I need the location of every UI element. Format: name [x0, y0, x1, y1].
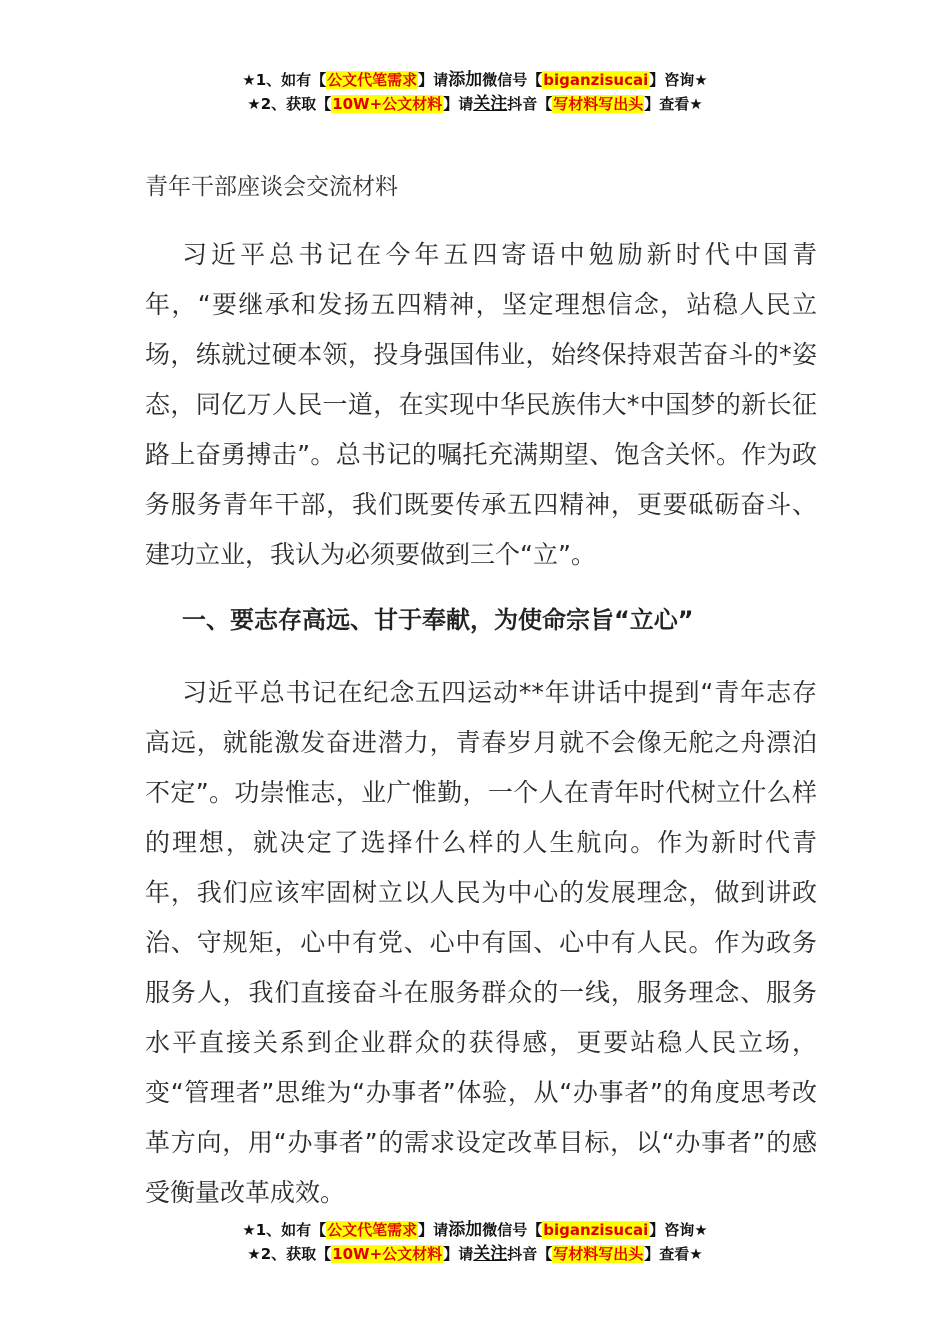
promo-text: 】咨询★ [649, 1221, 708, 1239]
promo-line-1 [0, 1218, 950, 1242]
promo-highlight-wechat-id: biganzisucai [543, 1221, 649, 1239]
promo-text: 】请 [443, 95, 474, 113]
promo-text: ★1、如有【 [242, 71, 327, 89]
promo-highlight-douyin: 写材料写出头 [553, 95, 644, 113]
promo-highlight-douyin: 写材料写出头 [553, 1245, 644, 1263]
promo-text: 】查看★ [644, 1245, 703, 1263]
promo-emphasis: 关注 [473, 1244, 508, 1264]
promo-text: 】查看★ [644, 95, 703, 113]
promo-line-2 [0, 1242, 950, 1266]
promo-text: 微信号【 [482, 71, 543, 89]
promo-text: 抖音【 [507, 95, 553, 113]
promo-text: ★2、获取【 [247, 1245, 332, 1263]
promo-highlight: 公文代笔需求 [327, 1221, 418, 1239]
promo-emphasis: 关注 [473, 94, 508, 114]
promo-banner-top [0, 68, 950, 116]
promo-line-1 [0, 68, 950, 92]
promo-highlight-wechat-id: biganzisucai [543, 71, 649, 89]
promo-line-2 [0, 92, 950, 116]
promo-emphasis: 添加 [448, 70, 483, 90]
promo-text: 】请 [443, 1245, 474, 1263]
document-title: 青年干部座谈会交流材料 [145, 174, 398, 200]
promo-text: ★2、获取【 [247, 95, 332, 113]
promo-highlight: 10W+公文材料 [332, 95, 443, 113]
body-paragraph-1: 习近平总书记在今年五四寄语中勉励新时代中国青年，“要继承和发扬五四精神，坚定理想信念，站稳人民立场，练就过硬本领，投身强国伟业，始终保持艰苦奋斗的*姿态，同亿万人民一道，在实现中华民族伟大*中国梦的新长征路上奋勇搏击”。总书记的嘱托充满期望、饱含关怀。作为政务服务青年干部，我们既要传承五四精神，更要砥砺奋斗、建功立业，我认为必须要做到三个“立”。 [145, 240, 817, 569]
promo-text: 抖音【 [507, 1245, 553, 1263]
promo-text: 微信号【 [482, 1221, 543, 1239]
promo-text: 】咨询★ [649, 71, 708, 89]
section-heading: 一、要志存高远、甘于奉献，为使命宗旨“立心” [182, 606, 694, 634]
promo-highlight: 公文代笔需求 [327, 71, 418, 89]
promo-text: 】请 [418, 1221, 449, 1239]
promo-banner-bottom [0, 1218, 950, 1266]
promo-text: 】请 [418, 71, 449, 89]
body-paragraph-2: 习近平总书记在纪念五四运动**年讲话中提到“青年志存高远，就能激发奋进潜力，青春岁月就不会像无舵之舟漂泊不定”。功崇惟志，业广惟勤，一个人在青年时代树立什么样的理想，就决定了选择什么样的人生航向。作为新时代青年，我们应该牢固树立以人民为中心的发展理念，做到讲政治、守规矩，心中有党、心中有国、心中有人民。作为政务服务人，我们直接奋斗在服务群众的一线，服务理念、服务水平直接关系到企业群众的获得感，更要站稳人民立场，变“管理者”思维为“办事者”体验，从“办事者”的角度思考改革方向，用“办事者”的需求设定改革目标，以“办事者”的感受衡量改革成效。 [145, 678, 817, 1207]
promo-text: ★1、如有【 [242, 1221, 327, 1239]
promo-emphasis: 添加 [448, 1220, 483, 1240]
promo-highlight: 10W+公文材料 [332, 1245, 443, 1263]
